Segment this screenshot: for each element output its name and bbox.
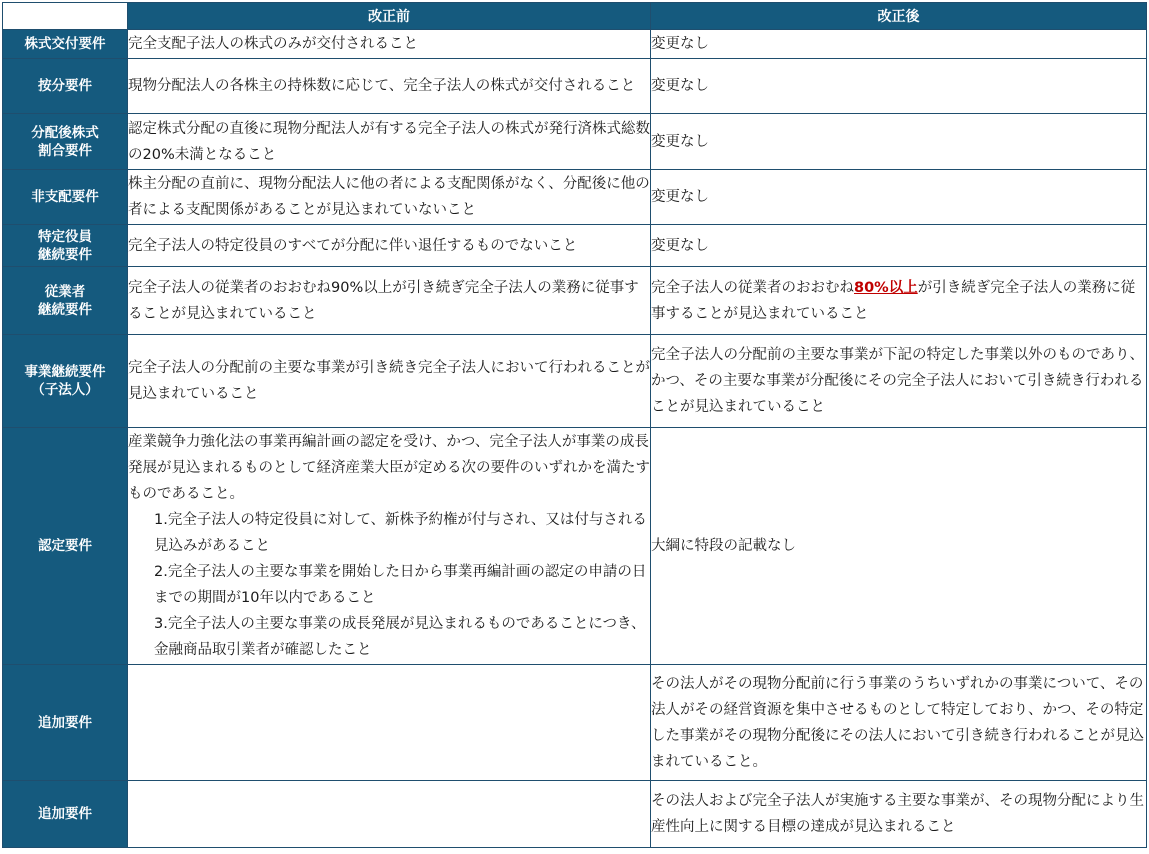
before-cell: 完全支配子法人の株式のみが交付されること bbox=[128, 30, 651, 59]
before-cell: 完全子法人の従業者のおおむね90%以上が引き続ぎ完全子法人の業務に従事することが見込まれていること bbox=[128, 267, 651, 335]
header-after: 改正後 bbox=[651, 3, 1147, 30]
before-cell: 株主分配の直前に、現物分配法人に他の者による支配関係がなく、分配後に他の者による支配関係があることが見込まれていないこと bbox=[128, 170, 651, 225]
before-cell: 完全子法人の特定役員のすべてが分配に伴い退任するものでないこと bbox=[128, 225, 651, 267]
after-cell: 変更なし bbox=[651, 30, 1147, 59]
table-row bbox=[3, 170, 1147, 225]
row-label: 非支配要件 bbox=[3, 170, 128, 225]
requirement-item: 1.完全子法人の特定役員に対して、新株予約権が付与され、又は付与される見込みがあること bbox=[154, 512, 647, 554]
row-label-line: 継続要件 bbox=[38, 246, 92, 263]
after-cell bbox=[651, 267, 1147, 335]
row-label: 株式交付要件 bbox=[3, 30, 128, 59]
table-row bbox=[3, 114, 1147, 170]
row-label-line: （子法人） bbox=[31, 382, 99, 398]
requirement-item: 3.完全子法人の主要な事業の成長発展が見込まれるものであることにつき、金融商品取引業者が確認したこと bbox=[154, 616, 646, 658]
header-before: 改正前 bbox=[128, 3, 651, 30]
after-cell: その法人がその現物分配前に行う事業のうちいずれかの事業について、その法人がその経営資源を集中させるものとして特定しており、かつ、その特定した事業がその現物分配後にその法人において引き続き行われることが見込まれていること。 bbox=[651, 665, 1147, 781]
before-cell bbox=[128, 781, 651, 848]
row-label-line: 特定役員 bbox=[38, 228, 92, 245]
row-label bbox=[3, 267, 128, 335]
row-label bbox=[3, 114, 128, 170]
requirement-item: 2.完全子法人の主要な事業を開始した日から事業再編計画の認定の申請の日までの期間が10年以内であること bbox=[154, 564, 647, 606]
comparison-table bbox=[2, 2, 1147, 848]
row-label: 按分要件 bbox=[3, 59, 128, 114]
table-row bbox=[3, 59, 1147, 114]
row-label: 追加要件 bbox=[3, 781, 128, 848]
before-cell bbox=[128, 665, 651, 781]
after-cell: 変更なし bbox=[651, 114, 1147, 170]
before-cell: 認定株式分配の直後に現物分配法人が有する完全子法人の株式が発行済株式総数の20%未満となること bbox=[128, 114, 651, 170]
table-row bbox=[3, 428, 1147, 665]
row-label: 認定要件 bbox=[3, 428, 128, 665]
row-label-line: 分配後株式 bbox=[31, 124, 99, 141]
row-label-line: 従業者 bbox=[44, 283, 86, 300]
after-text: が引き続ぎ完全子法人の業務に従事することが見込まれていること bbox=[651, 279, 1136, 322]
table-row bbox=[3, 267, 1147, 335]
row-label-line: 割合要件 bbox=[38, 142, 92, 159]
row-label-line: 事業継続要件 bbox=[24, 364, 106, 380]
table-row bbox=[3, 225, 1147, 267]
table-row bbox=[3, 665, 1147, 781]
after-cell: 完全子法人の分配前の主要な事業が下記の特定した事業以外のものであり、かつ、その主要な事業が分配後にその完全子法人において引き続き行われることが見込まれていること bbox=[651, 335, 1147, 428]
highlight-text: 80%以上 bbox=[854, 279, 918, 296]
table-row bbox=[3, 335, 1147, 428]
row-label: 追加要件 bbox=[3, 665, 128, 781]
requirement-intro: 産業競争力強化法の事業再編計画の認定を受け、かつ、完全子法人が事業の成長発展が見込まれるものとして経済産業大臣が定める次の要件のいずれかを満たすものであること。 bbox=[128, 434, 650, 502]
after-cell: その法人および完全子法人が実施する主要な事業が、その現物分配により生産性向上に関する目標の達成が見込まれること bbox=[651, 781, 1147, 848]
table-row bbox=[3, 781, 1147, 848]
before-cell bbox=[128, 428, 651, 665]
corner-cell bbox=[3, 3, 128, 30]
table-row bbox=[3, 30, 1147, 59]
after-cell: 変更なし bbox=[651, 225, 1147, 267]
before-cell: 現物分配法人の各株主の持株数に応じて、完全子法人の株式が交付されること bbox=[128, 59, 651, 114]
after-cell: 変更なし bbox=[651, 170, 1147, 225]
after-cell: 大綱に特段の記載なし bbox=[651, 428, 1147, 665]
row-label bbox=[3, 335, 128, 428]
before-cell: 完全子法人の分配前の主要な事業が引き続き完全子法人において行われることが見込まれていること bbox=[128, 335, 651, 428]
after-text: 完全子法人の従業者のおおむね bbox=[651, 279, 854, 296]
after-cell: 変更なし bbox=[651, 59, 1147, 114]
header-row bbox=[3, 3, 1147, 30]
row-label bbox=[3, 225, 128, 267]
row-label-line: 継続要件 bbox=[38, 301, 92, 318]
